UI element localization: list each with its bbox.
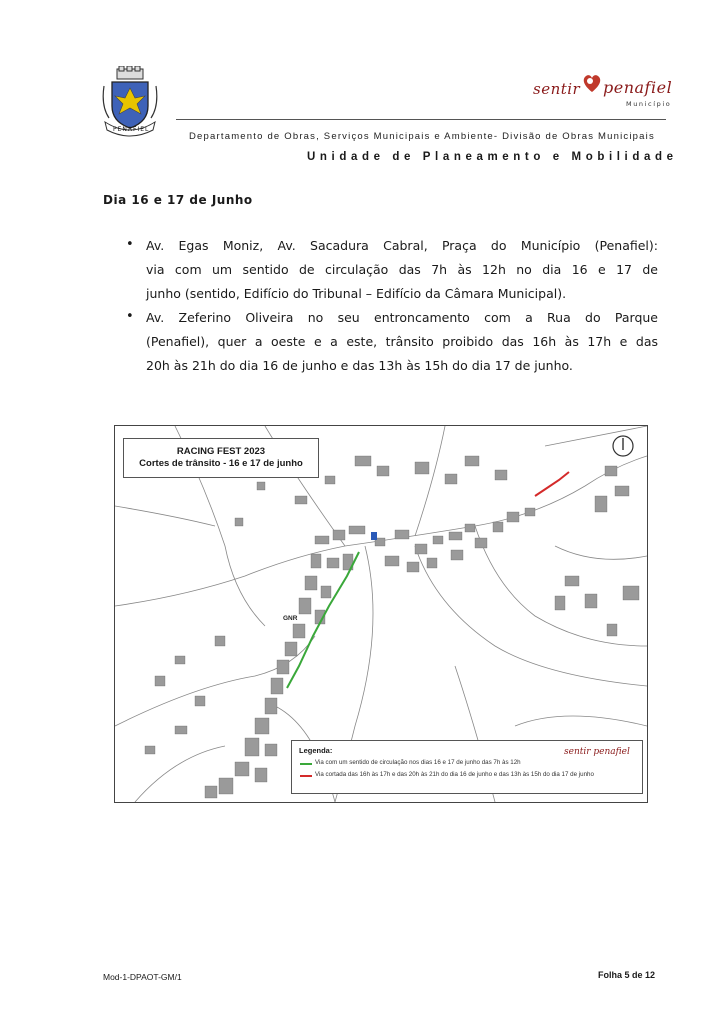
brand-word-sentir: sentir (533, 80, 581, 98)
legend-brand: sentir penafiel (564, 747, 630, 757)
legend-swatch-red (300, 775, 312, 777)
bullet-1-line-3: junho (sentido, Edifício do Tribunal – Edifício da Câmara Municipal). (146, 286, 567, 301)
traffic-map (114, 425, 648, 803)
legend-title: Legenda: (299, 746, 333, 755)
brand-word-penafiel: penafiel (603, 78, 673, 97)
bullet-2-line-2: (Penafiel), quer a oeste e a este, trânsito proibido das 16h às 17h e das (146, 334, 658, 349)
page-number: Folha 5 de 12 (598, 970, 656, 980)
bullet-2-line-3: 20h às 21h do dia 16 de junho e das 13h às 15h do dia 17 de junho. (146, 358, 573, 373)
header-rule (176, 119, 666, 120)
closed-road-red (535, 472, 569, 496)
map-subtitle: Cortes de trânsito - 16 e 17 de junho (139, 458, 303, 469)
day-heading: Dia 16 e 17 de Junho (103, 193, 253, 207)
map-title: RACING FEST 2023 (176, 446, 266, 457)
legend-swatch-green (300, 763, 312, 765)
bullet-marker: • (126, 237, 134, 252)
legend-item-one-way: Via com um sentido de circulação nos dias 16 e 17 de junho das 7h às 12h (315, 759, 521, 766)
form-code: Mod-1-DPAOT-GM/1 (103, 972, 182, 982)
department-line: Departamento de Obras, Serviços Municipais e Ambiente- Divisão de Obras Municipais (189, 131, 655, 142)
bullet-marker: • (126, 309, 134, 324)
bullet-2-line-1: Av. Zeferino Oliveira no seu entroncamento com a Rua do Parque (146, 310, 658, 325)
gnr-label: GNR (283, 615, 298, 622)
brand-subtitle: Município (626, 100, 672, 108)
bullet-1-line-2: via com um sentido de circulação das 7h às 12h no dia 16 e 17 de (146, 262, 658, 277)
town-hall-marker-icon (371, 532, 377, 540)
map-title-box (123, 438, 319, 478)
crest-motto: PENAFIEL (113, 126, 150, 133)
heart-logo-icon (581, 72, 603, 94)
bullet-1-line-1: Av. Egas Moniz, Av. Sacadura Cabral, Praça do Município (Penafiel): (146, 238, 658, 253)
legend-item-closed: Via cortada das 16h às 17h e das 20h às 21h do dia 16 de junho e das 13h às 15h do dia 17 de junho (315, 771, 594, 778)
unit-title: Unidade de Planeamento e Mobilidade (307, 151, 678, 163)
map-legend (291, 740, 643, 794)
